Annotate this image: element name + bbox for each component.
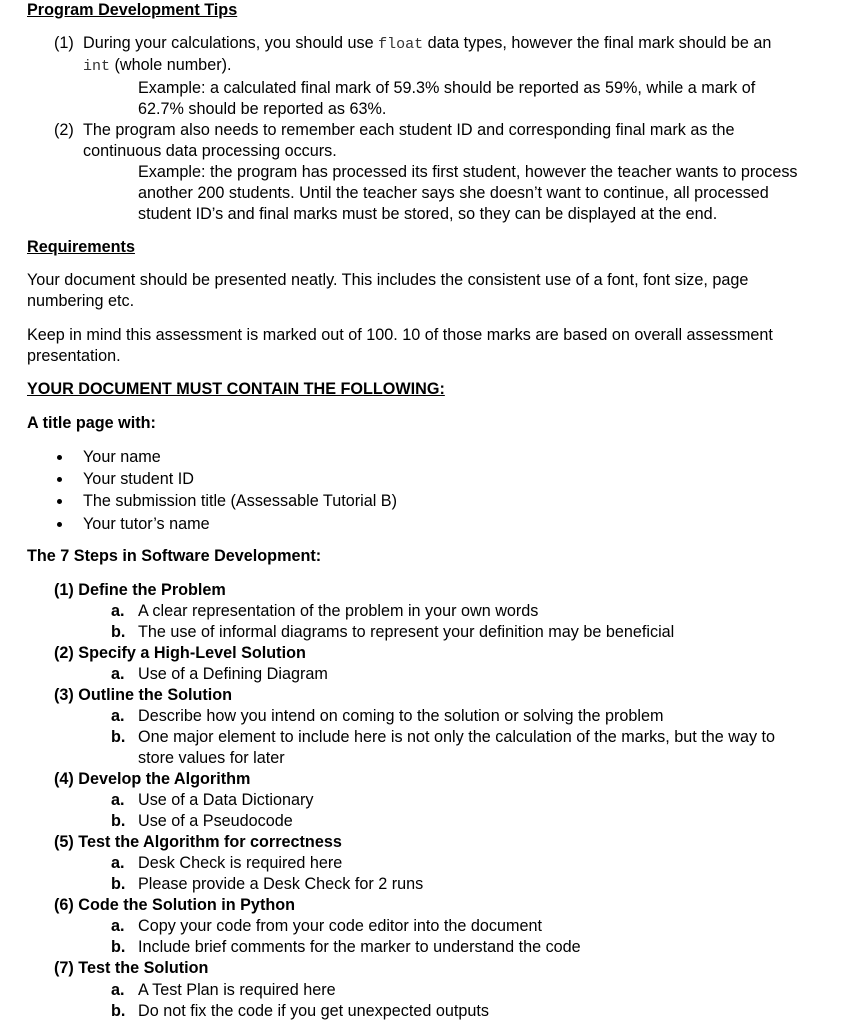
step-label-a: a. xyxy=(111,854,125,872)
step-5-item-a: Desk Check is required here xyxy=(138,854,343,872)
steps-heading: The 7 Steps in Software Development: xyxy=(27,547,322,565)
step-label-a: a. xyxy=(111,665,125,683)
step-4-item-b: Use of a Pseudocode xyxy=(138,812,293,830)
code-int: int xyxy=(83,58,111,75)
title-page-item: Your tutor’s name xyxy=(83,515,210,533)
step-label-a: a. xyxy=(111,791,125,809)
requirements-paragraph-2-line-1: Keep in mind this assessment is marked out of 100. 10 of those marks are based on overall assessment xyxy=(27,326,773,344)
step-1-title: (1) Define the Problem xyxy=(54,581,226,599)
step-7-item-b: Do not fix the code if you get unexpected outputs xyxy=(138,1002,489,1020)
tip-2-number: (2) xyxy=(54,121,74,139)
step-6-item-a: Copy your code from your code editor into the document xyxy=(138,917,543,935)
step-3-item-b-line-1: One major element to include here is not only the calculation of the marks, but the way to xyxy=(138,728,776,746)
section-heading-tips: Program Development Tips xyxy=(27,1,238,19)
step-label-a: a. xyxy=(111,917,125,935)
tip-2-line-1: The program also needs to remember each student ID and corresponding final mark as the xyxy=(83,121,735,139)
tip-1-example-1: Example: a calculated final mark of 59.3% should be reported as 59%, while a mark of xyxy=(138,79,756,97)
step-3-title: (3) Outline the Solution xyxy=(54,686,233,704)
step-5-title: (5) Test the Algorithm for correctness xyxy=(54,833,342,851)
code-float: float xyxy=(378,36,424,53)
step-label-a: a. xyxy=(111,602,125,620)
tip-2-line-2: continuous data processing occurs. xyxy=(83,142,337,160)
step-label-a: a. xyxy=(111,707,125,725)
requirements-paragraph-1-line-1: Your document should be presented neatly. This includes the consistent use of a font, font size, page xyxy=(27,271,749,289)
must-contain-heading: YOUR DOCUMENT MUST CONTAIN THE FOLLOWING: xyxy=(27,380,445,398)
bullet-icon xyxy=(57,499,62,504)
tip-1-line-2: int (whole number). xyxy=(83,56,232,75)
step-label-b: b. xyxy=(111,938,126,956)
title-page-item: Your name xyxy=(83,448,161,466)
requirements-paragraph-1-line-2: numbering etc. xyxy=(27,292,135,310)
title-page-item: Your student ID xyxy=(83,470,194,488)
step-label-a: a. xyxy=(111,981,125,999)
step-6-title: (6) Code the Solution in Python xyxy=(54,896,295,914)
step-label-b: b. xyxy=(111,875,126,893)
step-label-b: b. xyxy=(111,728,126,746)
tip-2-example-3: student ID’s and final marks must be stored, so they can be displayed at the end. xyxy=(138,205,718,223)
step-3-item-b-line-2: store values for later xyxy=(138,749,285,767)
bullet-icon xyxy=(57,522,62,527)
tip-1-example-2: 62.7% should be reported as 63%. xyxy=(138,100,387,118)
requirements-paragraph-2-line-2: presentation. xyxy=(27,347,121,365)
step-2-title: (2) Specify a High-Level Solution xyxy=(54,644,306,662)
step-6-item-b: Include brief comments for the marker to understand the code xyxy=(138,938,581,956)
step-4-title: (4) Develop the Algorithm xyxy=(54,770,251,788)
bullet-icon xyxy=(57,455,62,460)
bullet-icon xyxy=(57,477,62,482)
step-5-item-b: Please provide a Desk Check for 2 runs xyxy=(138,875,424,893)
step-label-b: b. xyxy=(111,1002,126,1020)
step-7-item-a: A Test Plan is required here xyxy=(138,981,336,999)
step-label-b: b. xyxy=(111,812,126,830)
tip-1-number: (1) xyxy=(54,34,74,52)
step-7-title: (7) Test the Solution xyxy=(54,959,209,977)
tip-1-line-1: During your calculations, you should use float data types, however the final mark should be an xyxy=(83,34,772,53)
step-2-item-a: Use of a Defining Diagram xyxy=(138,665,328,683)
step-4-item-a: Use of a Data Dictionary xyxy=(138,791,314,809)
step-label-b: b. xyxy=(111,623,126,641)
step-1-item-a: A clear representation of the problem in your own words xyxy=(138,602,539,620)
step-3-item-a: Describe how you intend on coming to the solution or solving the problem xyxy=(138,707,664,725)
title-page-item: The submission title (Assessable Tutorial B) xyxy=(83,492,397,510)
title-page-heading: A title page with: xyxy=(27,414,156,432)
tip-2-example-1: Example: the program has processed its first student, however the teacher wants to process xyxy=(138,163,798,181)
section-heading-requirements: Requirements xyxy=(27,238,135,256)
tip-2-example-2: another 200 students. Until the teacher says she doesn’t want to continue, all processed xyxy=(138,184,769,202)
step-1-item-b: The use of informal diagrams to represent your definition may be beneficial xyxy=(138,623,675,641)
